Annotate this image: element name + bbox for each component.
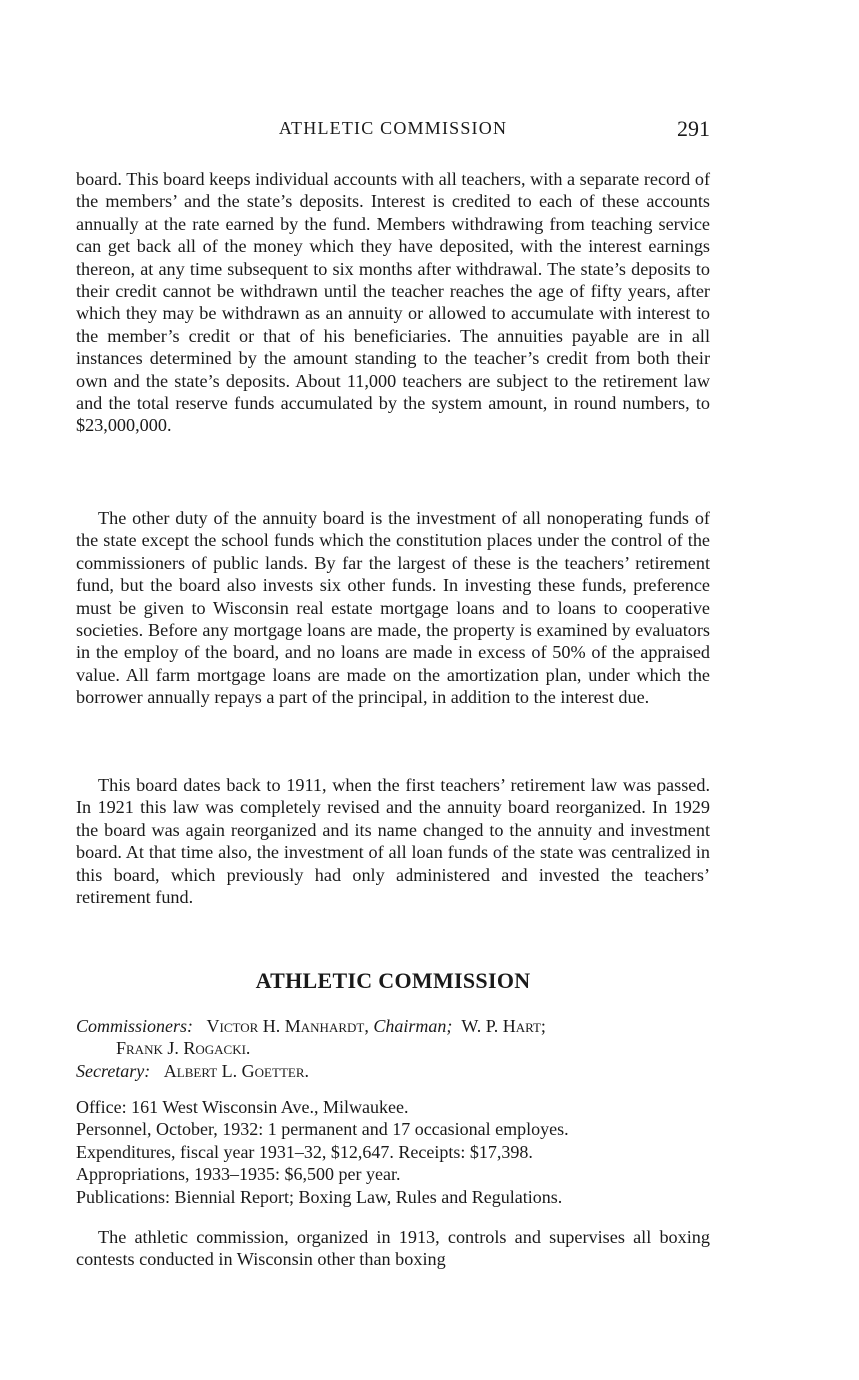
paragraph-board-history: This board dates back to 1911, when the first teachers’ retirement law was passed. In 1921 this law was completely revised and the annuity board reorganized. In 1929 the board was again reorganized and its name changed to the annuity and investment board. At that time also, the investment of all loan funds of the state was centralized in this board, which previously had only administered and invested the teachers’ retirement fund. bbox=[76, 775, 710, 908]
expenditures-line: Expenditures, fiscal year 1931–32, $12,647. Receipts: $17,398. bbox=[76, 1141, 533, 1162]
paragraph-annuity-accounts: board. This board keeps individual accounts with all teachers, with a separate record of the members’ and the state’s deposits. Interest is credited to each of these accounts annually at the rate earned by the fund. Members withdrawing from teaching service can get back all of the money which they have deposited, with the interest earnings thereon, at any time subsequent to six months after withdrawal. The state’s deposits to their credit cannot be withdrawn until the teacher reaches the age of fifty years, after which they may be withdrawn as an annuity or allowed to accumulate with interest to the member’s credit or that of his beneficiaries. The annuities payable are in all instances determined by the amount standing to the teacher’s credit from both their own and the state’s deposits. About 11,000 teachers are subject to the retirement law and the total reserve funds accumulated by the system amount, in round numbers, to $23,000,000. bbox=[76, 169, 710, 436]
commissioners-line bbox=[76, 1015, 710, 1037]
paragraph-investment-duty: The other duty of the annuity board is the investment of all nonoperating funds of the state except the school funds which the constitution places under the control of the commissioners of public lands. By far the largest of these is the teachers’ retirement fund, but the board also invests six other funds. In investing these funds, preference must be given to Wisconsin real estate mortgage loans and to loans to cooperative societies. Before any mortgage loans are made, the property is examined by evaluators in the employ of the board, and no loans are made in excess of 50% of the appraised value. All farm mortgage loans are made on the amortization plan, under which the borrower annually repays a part of the principal, in addition to the interest due. bbox=[76, 508, 710, 708]
appropriations-line: Appropriations, 1933–1935: $6,500 per year. bbox=[76, 1164, 401, 1185]
section-title: ATHLETIC COMMISSION bbox=[255, 968, 531, 993]
secretary-name: Albert L. Goetter. bbox=[163, 1060, 309, 1081]
secretary-line bbox=[76, 1060, 710, 1082]
commissioner-name: Victor H. Manhardt, bbox=[206, 1016, 369, 1036]
commissioner-name: Frank J. Rogacki. bbox=[116, 1038, 251, 1059]
commissioner-name: W. P. Hart; bbox=[461, 1016, 546, 1036]
page-number: 291 bbox=[677, 116, 710, 141]
paragraph-athletic-commission: The athletic commission, organized in 1913, controls and supervises all boxing contests conducted in Wisconsin other than boxing bbox=[76, 1227, 710, 1270]
running-head bbox=[76, 116, 710, 142]
commissioners-label: Commissioners: bbox=[76, 1016, 194, 1036]
personnel-line: Personnel, October, 1932: 1 permanent and 17 occasional employes. bbox=[76, 1119, 569, 1140]
office-line: Office: 161 West Wisconsin Ave., Milwaukee. bbox=[76, 1097, 409, 1117]
chairman-label: Chairman; bbox=[373, 1016, 453, 1036]
publications-line: Publications: Biennial Report; Boxing Law, Rules and Regulations. bbox=[76, 1186, 563, 1207]
facts-block bbox=[76, 1096, 716, 1208]
running-title: ATHLETIC COMMISSION bbox=[278, 118, 508, 138]
officers-block bbox=[76, 1015, 710, 1082]
commissioners-line-continued bbox=[76, 1037, 710, 1059]
secretary-label: Secretary: bbox=[76, 1060, 151, 1081]
